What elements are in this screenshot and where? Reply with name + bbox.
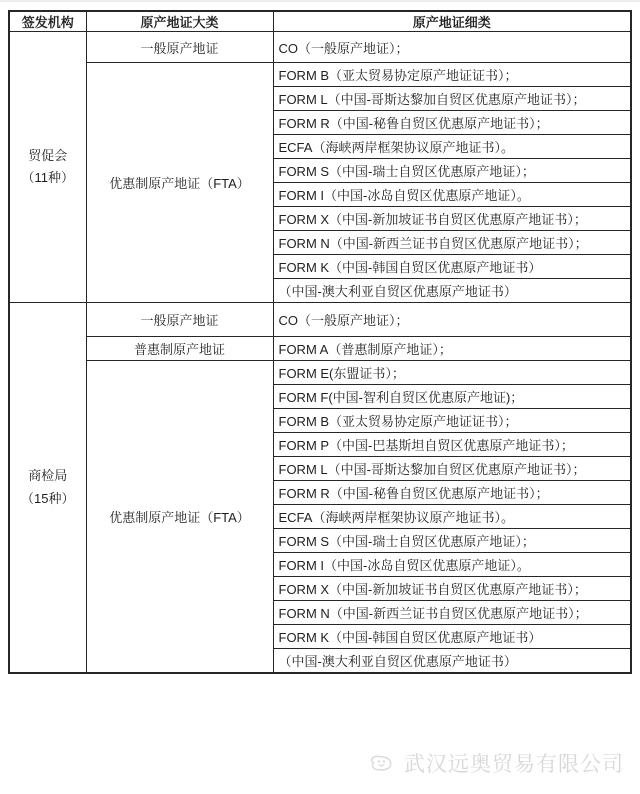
header-cert-category: 原产地证大类 <box>86 11 273 32</box>
cert-item-cell: FORM N（中国-新西兰证书自贸区优惠原产地证书）； <box>273 231 631 255</box>
cert-item-cell: FORM N（中国-新西兰证书自贸区优惠原产地证书）； <box>273 601 631 625</box>
category-cell-gsp: 普惠制原产地证 <box>86 337 273 361</box>
cert-item-cell: FORM B（亚太贸易协定原产地证证书）； <box>273 409 631 433</box>
table-row <box>9 361 631 385</box>
table-header-row <box>9 11 631 32</box>
agency-name: 贸促会 <box>28 147 68 163</box>
cert-item-cell: FORM K（中国-韩国自贸区优惠原产地证书） <box>273 625 631 649</box>
cert-item-cell: FORM L（中国-哥斯达黎加自贸区优惠原产地证书）； <box>273 87 631 111</box>
agency-cell-ccpit <box>9 32 86 303</box>
cert-item-cell: FORM X（中国-新加坡证书自贸区优惠原产地证书）； <box>273 577 631 601</box>
table-row <box>9 337 631 361</box>
cert-item-cell: FORM K（中国-韩国自贸区优惠原产地证书） <box>273 255 631 279</box>
cert-item-cell: CO（一般原产地证）； <box>273 32 631 63</box>
cert-item-cell: FORM F(中国-智利自贸区优惠原产地证)； <box>273 385 631 409</box>
company-watermark <box>368 748 624 778</box>
cert-item-cell: （中国-澳大利亚自贸区优惠原产地证书） <box>273 649 631 674</box>
agency-name: 商检局 <box>28 468 68 484</box>
table-row <box>9 32 631 63</box>
cert-item-cell: FORM I（中国-冰岛自贸区优惠原产地证）。 <box>273 183 631 207</box>
category-cell-general: 一般原产地证 <box>86 303 273 337</box>
cert-item-cell: FORM A（普惠制原产地证）； <box>273 337 631 361</box>
cert-item-cell: FORM R（中国-秘鲁自贸区优惠原产地证书）； <box>273 111 631 135</box>
category-cell-fta: 优惠制原产地证（FTA） <box>86 361 273 674</box>
agency-count: （11种） <box>21 170 74 185</box>
cert-item-cell: FORM S（中国-瑞士自贸区优惠原产地证）； <box>273 529 631 553</box>
cert-item-cell: FORM P（中国-巴基斯坦自贸区优惠原产地证书）； <box>273 433 631 457</box>
cert-item-cell: FORM I（中国-冰岛自贸区优惠原产地证）。 <box>273 553 631 577</box>
cert-item-cell: （中国-澳大利亚自贸区优惠原产地证书） <box>273 279 631 303</box>
cert-item-cell: FORM L（中国-哥斯达黎加自贸区优惠原产地证书）； <box>273 457 631 481</box>
table-row <box>9 63 631 87</box>
cert-item-cell: ECFA（海峡两岸框架协议原产地证书）。 <box>273 505 631 529</box>
category-cell-general: 一般原产地证 <box>86 32 273 63</box>
category-cell-fta: 优惠制原产地证（FTA） <box>86 63 273 303</box>
agency-count: （15种） <box>21 490 75 506</box>
certificate-origin-table <box>8 10 632 674</box>
agency-cell-ciq <box>9 303 86 674</box>
cert-item-cell: FORM E(东盟证书）； <box>273 361 631 385</box>
header-issuing-agency: 签发机构 <box>9 11 86 32</box>
mascot-face-logo-icon <box>368 749 396 777</box>
cert-item-cell: CO（一般原产地证）； <box>273 303 631 337</box>
cert-item-cell: FORM X（中国-新加坡证书自贸区优惠原产地证书）； <box>273 207 631 231</box>
table-row <box>9 303 631 337</box>
header-cert-subtype: 原产地证细类 <box>273 11 631 32</box>
cert-item-cell: FORM B（亚太贸易协定原产地证证书）； <box>273 63 631 87</box>
cert-item-cell: FORM R（中国-秘鲁自贸区优惠原产地证书）； <box>273 481 631 505</box>
cert-item-cell: FORM S（中国-瑞士自贸区优惠原产地证）； <box>273 159 631 183</box>
company-name: 武汉远奥贸易有限公司 <box>404 753 624 776</box>
cert-item-cell: ECFA（海峡两岸框架协议原产地证书）。 <box>273 135 631 159</box>
